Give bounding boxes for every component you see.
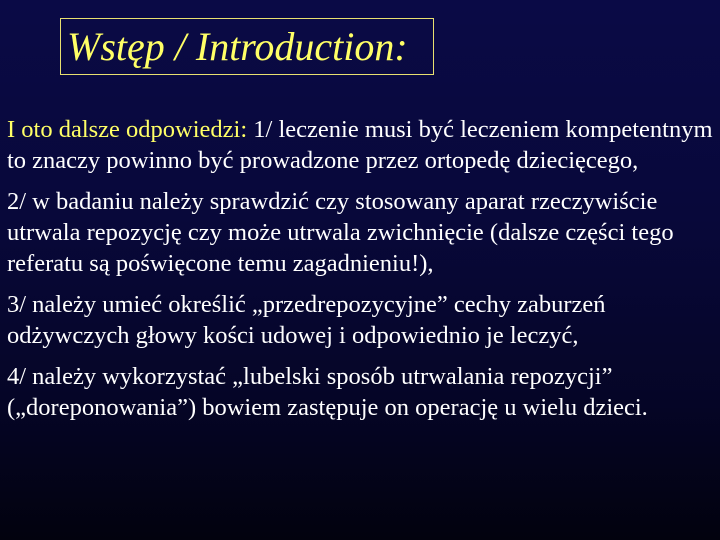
paragraph-4-text: 4/ należy wykorzystać „lubelski sposób utrwalania repozycji” („doreponowania”) bowiem zastępuje on operację u wielu dzieci.: [7, 363, 648, 421]
slide-title: Wstęp / Introduction:: [67, 23, 408, 69]
title-box: [60, 18, 434, 75]
paragraph-2-text: 2/ w badaniu należy sprawdzić czy stosowany aparat rzeczywiście utrwala repozycję czy może utrwala zwichnięcie (dalsze części tego referatu są poświęcone temu zagadnieniu!),: [7, 188, 674, 277]
slide-body: [7, 114, 717, 433]
paragraph-2: [7, 186, 717, 279]
paragraph-3: [7, 289, 717, 351]
paragraph-3-text: 3/ należy umieć określić „przedrepozycyjne” cechy zaburzeń odżywczych głowy kości udowej i odpowiednio je leczyć,: [7, 291, 606, 349]
paragraph-1-highlight: I oto dalsze odpowiedzi:: [7, 116, 254, 143]
paragraph-1-text: 1/ leczenie musi być leczeniem kompetentnym to znaczy powinno być prowadzone przez ortopedę dziecięcego,: [7, 116, 713, 174]
paragraph-1: [7, 114, 717, 176]
paragraph-4: [7, 361, 717, 423]
